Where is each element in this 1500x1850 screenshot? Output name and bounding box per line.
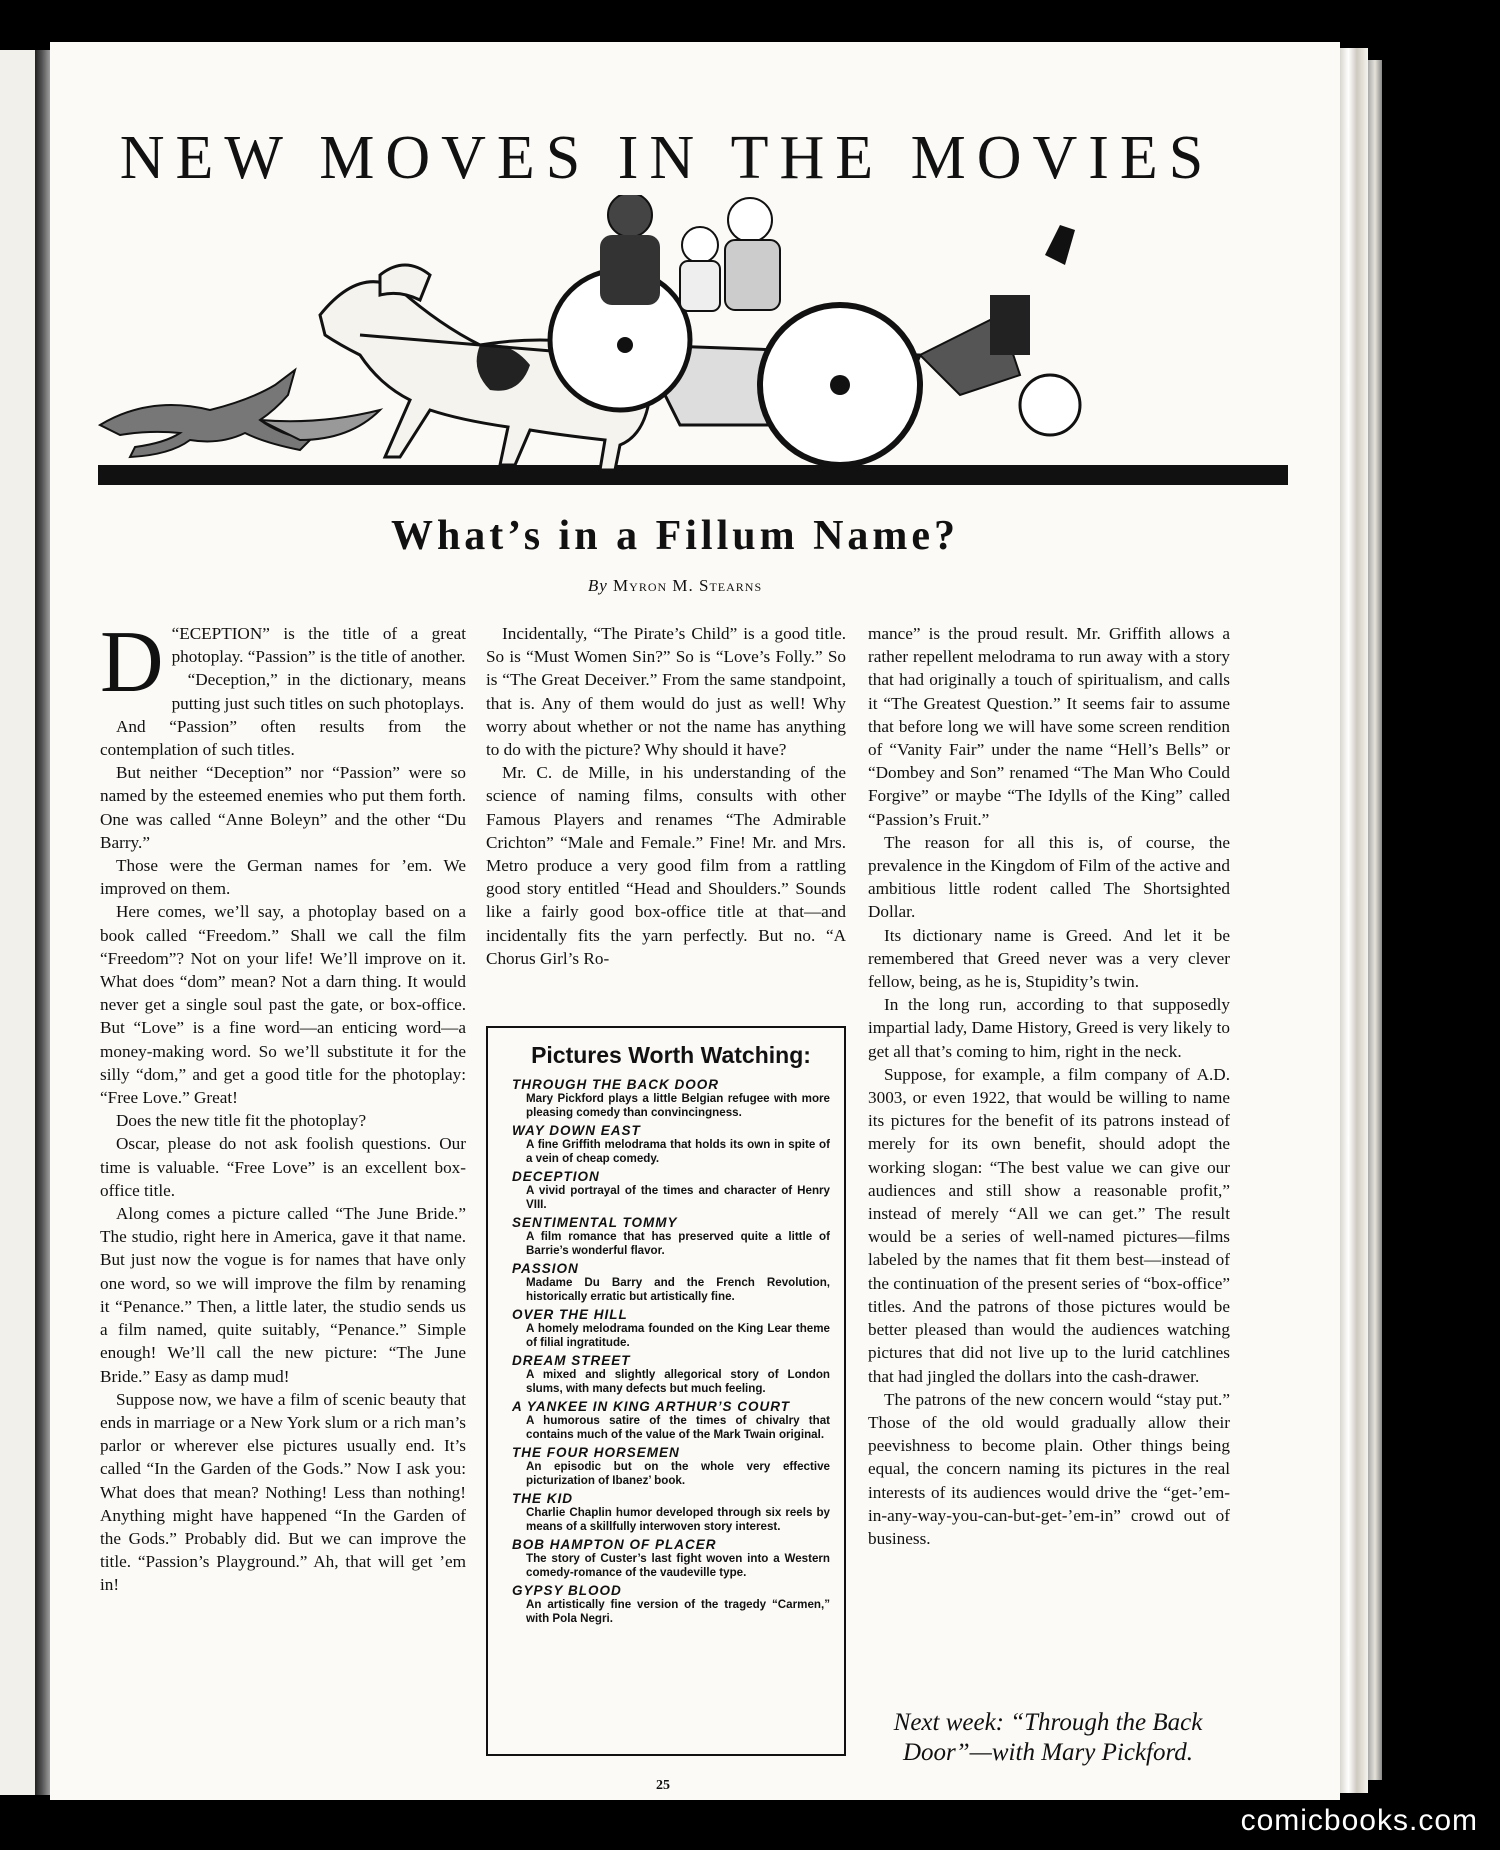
film-review: A homely melodrama founded on the King Lear theme of filial ingratitude.: [526, 1322, 830, 1349]
film-review: Mary Pickford plays a little Belgian refugee with more pleasing comedy than convincingness.: [526, 1092, 830, 1119]
paragraph: “ECEPTION” is the title of a great photoplay. “Passion” is the title of another.: [171, 624, 466, 667]
byline-by: By: [587, 576, 608, 595]
film-title: THE KID: [512, 1491, 573, 1506]
film-title: WAY DOWN EAST: [512, 1123, 641, 1138]
paragraph: In the long run, according to that supposedly impartial lady, Dame History, Greed is very likely to get all that’s coming to him, right in the neck.: [868, 995, 1230, 1061]
cart-illustration: [60, 195, 1290, 495]
film-review: A film romance that has preserved quite a little of Barrie’s wonderful flavor.: [526, 1230, 830, 1257]
list-item: [512, 1261, 830, 1303]
pictures-worth-watching-box: [486, 1026, 846, 1756]
drop-cap: D: [100, 614, 164, 711]
film-review: A humorous satire of the times of chivalry that contains much of the value of the Mark Twain original.: [526, 1414, 830, 1441]
film-review: A mixed and slightly allegorical story of London slums, with many defects but much feeling.: [526, 1368, 830, 1395]
film-review: Charlie Chaplin humor developed through six reels by means of a skillfully interwoven story interest.: [526, 1506, 830, 1533]
next-week-line-1: Next week: “Through the Back: [893, 1709, 1203, 1736]
page-edge-right-inner: [1368, 60, 1382, 1780]
film-review: The story of Custer’s last fight woven into a Western comedy-romance of the vaudeville type.: [526, 1552, 830, 1579]
paragraph: Incidentally, “The Pirate’s Child” is a good title. So is “Must Women Sin?” So is “Love’s Folly.” So is “The Great Deceiver.” From the same standpoint, that is. Any of them would do just as well! Why worry about whether or not the name has anything to do with the picture? Why should it have?: [486, 624, 846, 760]
film-review: An episodic but on the whole very effective picturization of Ibanez’ book.: [526, 1460, 830, 1487]
paragraph: “Deception,” in the dictionary, means putting just such titles on such photoplays.: [171, 670, 466, 713]
left-page-edge: [0, 50, 35, 1795]
page-number: 25: [656, 1778, 670, 1793]
paragraph: Along comes a picture called “The June Bride.” The studio, right here in America, gave it that name. But just now the vogue is for names that have only one word, so we will improve the film by renaming it “Penance.” Then, a little later, the studio sends us a film named, quite suitably, “Penance.” Simple enough! We’ll call the new picture: “The June Bride.” Easy as damp mud!: [100, 1204, 466, 1386]
paragraph: Suppose, for example, a film company of A.D. 3003, or even 1922, that would be willing to name its pictures for the benefit of its patrons instead of merely for its own benefit, should adopt the working slogan: “The best value we can give our audiences and still show a reasonable profit,” instead of merely “All we can get.” The result would be a series of well-named pictures—films labeled by the names that fit them best—instead of the continuation of the present series of “box-office” titles. And the patrons of those pictures would be better pleased than would the audiences watching pictures that did not live up to the lurid catchlines that had jingled the dollars into the cash-drawer.: [868, 1064, 1230, 1386]
list-item: [512, 1169, 830, 1211]
headline: NEW MOVES IN THE MOVIES: [119, 124, 1215, 192]
box-title: Pictures Worth Watching:: [531, 1042, 811, 1068]
next-week-teaser: [868, 1708, 1228, 1768]
list-item: [512, 1583, 830, 1625]
list-item: [512, 1399, 830, 1441]
list-item: [512, 1307, 830, 1349]
byline-author: Myron M. Stearns: [613, 576, 763, 595]
list-item: [512, 1077, 830, 1119]
box-entries: [512, 1077, 830, 1625]
film-title: THROUGH THE BACK DOOR: [512, 1077, 719, 1092]
film-review: A fine Griffith melodrama that holds its own in spite of a vein of cheap comedy.: [526, 1138, 830, 1165]
byline: [60, 576, 1290, 596]
paragraph: Mr. C. de Mille, in his understanding of the science of naming films, consults with other Famous Players and renames “The Admirable Crichton” “Male and Female.” Fine! Mr. and Mrs. Metro produce a very good film from a rattling good story entitled “Head and Shoulders.” Sounds like a fairly good box-office title at that—and incidentally fits the yarn perfectly. But no. “A Chorus Girl’s Ro-: [486, 763, 846, 968]
paragraph: Does the new title fit the photoplay?: [116, 1111, 367, 1131]
film-title: OVER THE HILL: [512, 1307, 628, 1322]
film-title: GYPSY BLOOD: [512, 1583, 622, 1598]
paragraph: But neither “Deception” nor “Passion” were so named by the esteemed enemies who put them forth. One was called “Anne Boleyn” and the other “Du Barry.”: [100, 763, 466, 852]
film-title: A YANKEE IN KING ARTHUR’S COURT: [512, 1399, 791, 1414]
film-title: DECEPTION: [512, 1169, 600, 1184]
paragraph: Those were the German names for ’em. We improved on them.: [100, 856, 466, 899]
page-edge-right: [1340, 48, 1368, 1793]
watermark: comicbooks.com: [1240, 1804, 1478, 1837]
paragraph: Oscar, please do not ask foolish questions. Our time is valuable. “Free Love” is an excellent box-office title.: [100, 1134, 466, 1200]
list-item: [512, 1215, 830, 1257]
list-item: [512, 1491, 830, 1533]
subtitle: What’s in a Fillum Name?: [390, 513, 960, 559]
film-review: Madame Du Barry and the French Revolution, historically erratic but artistically fine.: [526, 1276, 830, 1303]
passenger-figures: [600, 195, 780, 311]
film-review: A vivid portrayal of the times and character of Henry VIII.: [526, 1184, 830, 1211]
paragraph: mance” is the proud result. Mr. Griffith allows a rather repellent melodrama to run away with a story that had originally a touch of spiritualism, and calls it “The Greatest Question.” It seems fair to assume that before long we will have some screen rendition of “Vanity Fair” under the name “Hell’s Bells” or “Dombey and Son” renamed “The Man Who Could Forgive” or maybe “The Idylls of the King” called “Passion’s Fruit.”: [868, 624, 1230, 829]
next-week-line-2: Door”—with Mary Pickford.: [902, 1739, 1194, 1766]
paragraph: Here comes, we’ll say, a photoplay based on a book called “Freedom.” Shall we call the film “Freedom”? Not on your life! We’ll improve on it. What does “dom” mean? Not a darn thing. It would never get a single soul past the gate, or box-office. But “Love” is a fine word—an enticing word—a money-making word. So we’ll substitute it for the silly “dom,” and get a good title for the photoplay: “Free Love.” Great!: [100, 902, 466, 1108]
ground-bar: [98, 465, 1288, 485]
film-title: THE FOUR HORSEMEN: [512, 1445, 680, 1460]
film-review: An artistically fine version of the tragedy “Carmen,” with Pola Negri.: [526, 1598, 830, 1625]
column-1: [100, 614, 466, 1597]
fallen-man-figure: [920, 225, 1080, 435]
paragraph: Suppose now, we have a film of scenic beauty that ends in marriage or a New York slum or a rich man’s parlor or wherever else pictures usually end. It’s called “In the Garden of the Gods.” Now I ask you: What does that mean? Nothing! Less than nothing! Anything might have happened “In the Garden of the Gods.” Probably did. But we can improve the title. “Passion’s Playground.” Ah, that will get ’em in!: [100, 1389, 466, 1595]
column-2: [486, 622, 846, 970]
dog-figure: [100, 370, 380, 457]
paragraph: The reason for all this is, of course, the prevalence in the Kingdom of Film of the active and ambitious little rodent called The Shortsighted Dollar.: [868, 832, 1230, 922]
film-title: BOB HAMPTON OF PLACER: [512, 1537, 717, 1552]
film-title: PASSION: [512, 1261, 579, 1276]
column-3: [868, 622, 1230, 1550]
film-title: SENTIMENTAL TOMMY: [512, 1215, 678, 1230]
paragraph: The patrons of the new concern would “stay put.” Those of the old would gradually allow their peevishness to become plain. Other things being equal, the concern naming its pictures in the real interests of its audiences would drive the “get-’em-in-any-way-you-can-but-get-’em-in” crowd out of business.: [868, 1389, 1230, 1548]
list-item: [512, 1123, 830, 1165]
list-item: [512, 1445, 830, 1487]
paragraph: And “Passion” often results from the contemplation of such titles.: [100, 716, 466, 760]
list-item: [512, 1537, 830, 1579]
film-title: DREAM STREET: [512, 1353, 631, 1368]
list-item: [512, 1353, 830, 1395]
paragraph: Its dictionary name is Greed. And let it be remembered that Greed never was a very clever fellow, being, as he is, Stupidity’s twin.: [868, 925, 1230, 992]
